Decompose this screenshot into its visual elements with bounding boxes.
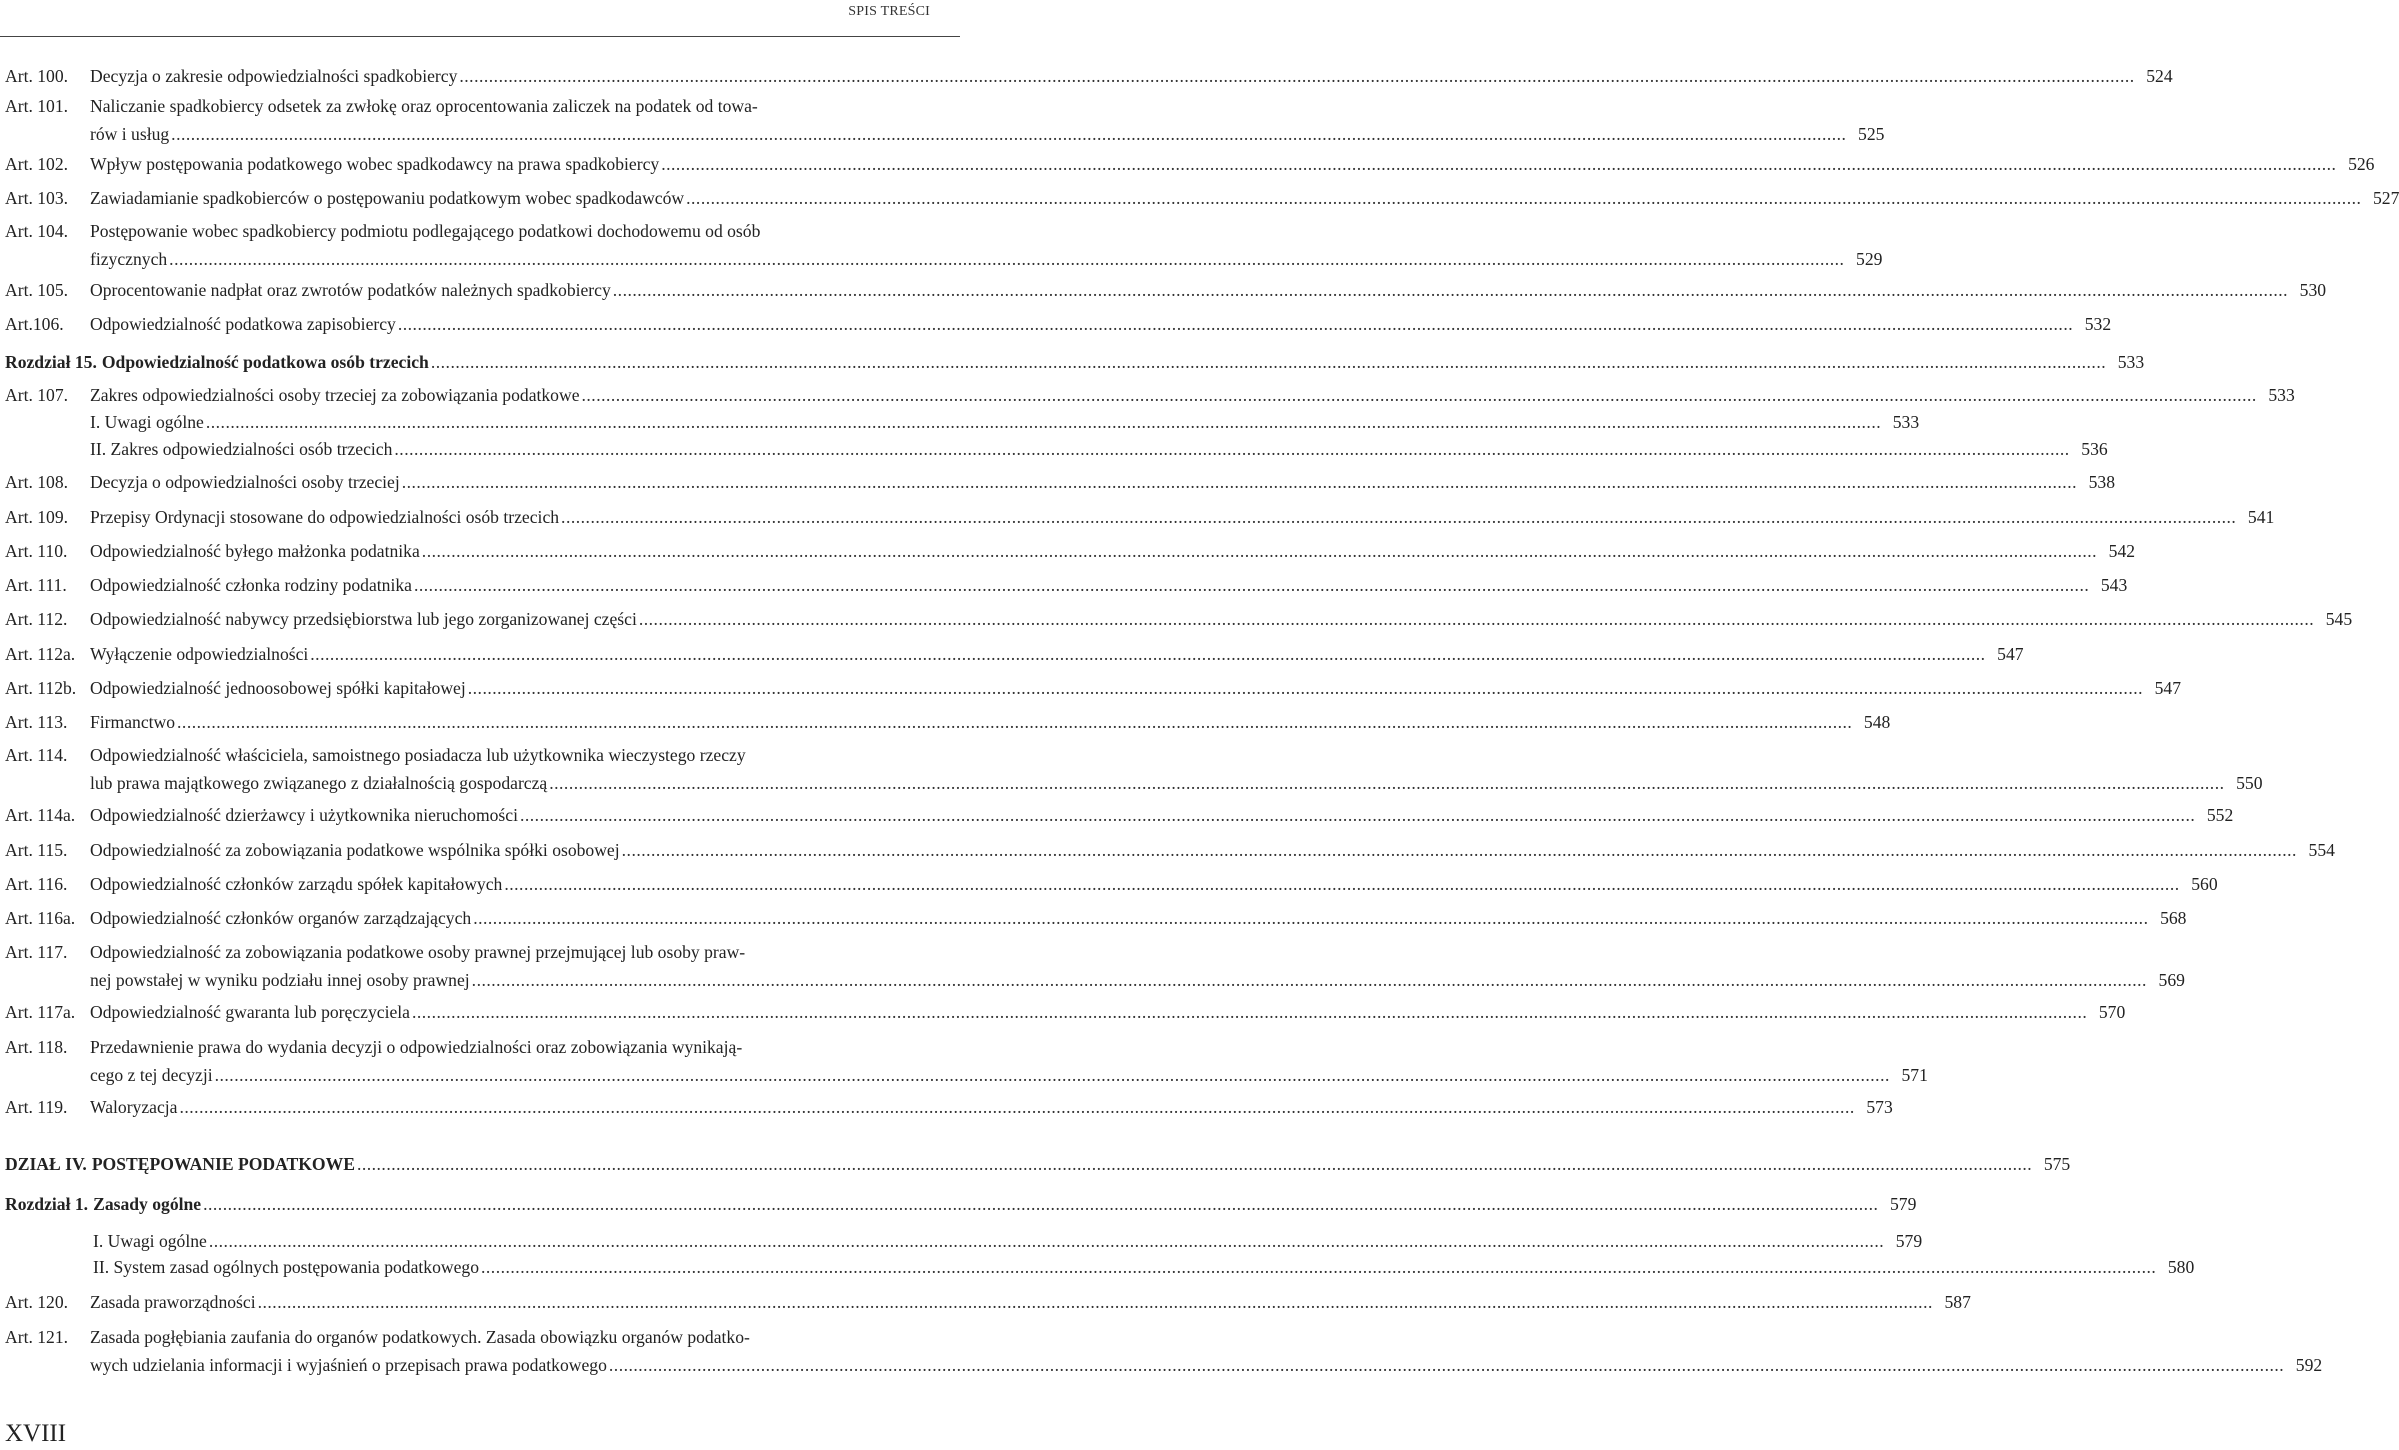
toc-entry[interactable] [5,674,2182,702]
toc-entry-label: Art. 100. [5,66,69,86]
toc-entry-label: Art. 112. [5,609,68,629]
toc-entry[interactable] [5,998,2126,1026]
toc-entry-title: nej powstałej w wyniku podziału innej osoby prawnej [90,970,470,990]
toc-entry-title: Waloryzacja [90,1097,178,1117]
toc-page-number: 541 [2247,507,2275,527]
toc-entry-title: lub prawa majątkowego związanego z działalnością gospodarczą [90,773,548,793]
toc-page-number: 529 [1856,249,1883,269]
toc-entry-title: Decyzja o zakresie odpowiedzialności spadkobiercy [90,66,458,86]
toc-entry[interactable] [5,904,2187,932]
toc-entry-label: Art. 110. [5,541,68,561]
toc-entry-label: Art.106. [5,314,64,334]
toc-entry-label: DZIAŁ IV. [5,1154,87,1174]
toc-entry[interactable] [5,640,2024,668]
toc-entry-label: Art. 120. [5,1292,69,1312]
toc-page-number: 524 [2146,66,2173,86]
toc-entry-label: Art. 104. [5,221,69,241]
page-number: XVIII [5,1420,67,1447]
toc-entry-title: Odpowiedzialność gwaranta lub poręczyciela [90,1002,410,1022]
toc-entry-label: Rozdział 1. [5,1194,89,1214]
toc-page-number: 526 [2348,154,2375,174]
toc-page-number: 575 [2043,1154,2071,1174]
dot-leader [171,120,1846,148]
dot-leader [209,1227,1884,1255]
toc-entry-title: Zasada praworządności [90,1292,256,1312]
toc-entry[interactable] [5,1033,1928,1089]
dot-leader [504,870,2179,898]
toc-entry-title: Odpowiedzialność byłego małżonka podatnika [90,541,420,561]
toc-entry[interactable] [5,435,2108,463]
toc-entry[interactable] [5,1288,1971,1316]
toc-page-number: 569 [2158,970,2185,990]
toc-page-number: 525 [1858,124,1885,144]
toc-entry-title: II. System zasad ogólnych postępowania podatkowego [93,1257,479,1277]
toc-entry[interactable] [5,92,1885,148]
dot-leader [520,801,2195,829]
toc-entry[interactable] [5,348,2145,376]
dot-leader [582,381,2257,409]
toc-entry-label: Art. 115. [5,840,68,860]
toc-entry[interactable] [5,184,2399,212]
toc-page-number: 533 [2117,352,2145,372]
toc-entry-title: cego z tej decyzji [90,1065,213,1085]
toc-entry-title: rów i usług [90,124,170,144]
toc-entry[interactable] [5,276,2327,304]
dot-leader [215,1061,1890,1089]
toc-entry-title: Przepisy Ordynacji stosowane do odpowiedzialności osób trzecich [90,507,560,527]
toc-entry[interactable] [5,708,1891,736]
toc-entry-label: Art. 111. [5,575,67,595]
toc-entry-title: Wyłączenie odpowiedzialności [90,644,309,664]
toc-page-number: 542 [2108,541,2136,561]
toc-page-number: 560 [2191,874,2218,894]
dot-leader [622,836,2297,864]
toc-page-number: 592 [2295,1355,2323,1375]
toc-entry-title: Odpowiedzialność członka rodziny podatnika [90,575,412,595]
toc-entry-title: Postępowanie wobec spadkobiercy podmiotu podlegającego podatkowi dochodowemu od osób [90,221,761,241]
toc-entry-title: Odpowiedzialność za zobowiązania podatkowe wspólnika spółki osobowej [90,840,620,860]
toc-entry-title: Naliczanie spadkobiercy odsetek za zwłokę oraz oprocentowania zaliczek na podatek od towa- [90,96,758,116]
toc-entry-label: Art. 103. [5,188,69,208]
toc-entry-label: Art. 102. [5,154,69,174]
toc-entry-label: Art. 117a. [5,1002,76,1022]
toc-entry[interactable] [5,836,2335,864]
toc-entry[interactable] [5,217,1883,273]
toc-entry[interactable] [5,1253,2195,1281]
toc-entry-title: Odpowiedzialność właściciela, samoistnego posiadacza lub użytkownika wieczystego rzeczy [90,745,746,765]
dot-leader [398,310,2073,338]
toc-entry-label: Art. 117. [5,942,68,962]
toc-entry-title: Oprocentowanie nadpłat oraz zwrotów podatków należnych spadkobiercy [90,280,611,300]
dot-leader [179,1093,1854,1121]
toc-entry[interactable] [5,150,2375,178]
toc-page-number: 587 [1944,1292,1971,1312]
dot-leader [468,674,2143,702]
toc-entry[interactable] [5,1190,1917,1218]
toc-page-number: 550 [2236,773,2263,793]
toc-entry-label: Art. 118. [5,1037,68,1057]
toc-page-number: 573 [1866,1097,1893,1117]
dot-leader [177,708,1852,736]
toc-entry-title: POSTĘPOWANIE PODATKOWE [91,1154,355,1174]
toc-entry-label: Art. 112a. [5,644,76,664]
toc-page-number: 552 [2206,805,2234,825]
toc-entry-label: Art. 101. [5,96,69,116]
toc-entry-title: I. Uwagi ogólne [90,412,204,432]
toc-entry-title: Odpowiedzialność za zobowiązania podatkowe osoby prawnej przejmującej lub osoby praw- [90,942,746,962]
toc-entry[interactable] [5,62,2173,90]
toc-entry-title: Odpowiedzialność dzierżawcy i użytkownika nieruchomości [90,805,518,825]
toc-entry-title: Decyzja o odpowiedzialności osoby trzeciej [90,472,400,492]
toc-page-number: 527 [2373,188,2399,208]
toc-entry[interactable] [5,1093,1893,1121]
toc-entry[interactable] [5,571,2128,599]
toc-entry[interactable] [5,310,2112,338]
toc-page-number: 536 [2081,439,2108,459]
toc-entry-title: Odpowiedzialność nabywcy przedsiębiorstwa lub jego zorganizowanej części [90,609,637,629]
toc-entry-title: Odpowiedzialność członków organów zarządzających [90,908,472,928]
toc-entry[interactable] [5,741,2263,797]
toc-entry-label: Art. 114. [5,745,68,765]
toc-entry-title: fizycznych [90,249,168,269]
toc-page-number: 579 [1895,1231,1923,1251]
dot-leader [414,571,2089,599]
toc-entry-label: Art. 121. [5,1327,69,1347]
toc-entry-label: Art. 116. [5,874,68,894]
toc-entry[interactable] [5,537,2136,565]
toc-entry-label: Art. 105. [5,280,69,300]
dot-leader [169,245,1844,273]
toc-entry[interactable] [5,605,2353,633]
toc-page-number: 545 [2325,609,2353,629]
dot-leader [206,408,1881,436]
toc-entry[interactable] [5,381,2295,409]
dot-leader [473,904,2148,932]
toc-entry-label: Rozdział 15. [5,352,97,372]
dot-leader [549,769,2224,797]
toc-entry-label: Art. 108. [5,472,69,492]
dot-leader [402,468,2077,496]
dot-leader [472,966,2147,994]
dot-leader [310,640,1985,668]
toc-page-number: 530 [2299,280,2327,300]
toc-page-number: 548 [1863,712,1891,732]
toc-page-number: 532 [2084,314,2112,334]
toc-page-number: 533 [2268,385,2295,405]
dot-leader [561,503,2236,531]
toc-page-number: 554 [2308,840,2335,860]
dot-leader [609,1351,2284,1379]
toc-entry[interactable] [5,870,2218,898]
toc-entry-title: Przedawnienie prawa do wydania decyzji o odpowiedzialności oraz zobowiązania wynikają- [90,1037,743,1057]
toc-entry-label: Art. 107. [5,385,69,405]
toc-entry-title: II. Zakres odpowiedzialności osób trzecich [90,439,393,459]
toc-entry-title: Zasada pogłębiania zaufania do organów podatkowych. Zasada obowiązku organów podatko- [90,1327,750,1347]
toc-page-number: 570 [2098,1002,2126,1022]
toc-entry[interactable] [5,801,2234,829]
dot-leader [481,1253,2156,1281]
toc-entry[interactable] [5,938,2185,994]
toc-page-number: 547 [1997,644,2024,664]
toc-entry-label: Art. 112b. [5,678,77,698]
toc-entry-title: Zakres odpowiedzialności osoby trzeciej za zobowiązania podatkowe [90,385,580,405]
header-rule [0,36,960,37]
toc-entry-label: Art. 119. [5,1097,68,1117]
dot-leader [686,184,2361,212]
toc-entry-title: I. Uwagi ogólne [93,1231,207,1251]
toc-page-number: 538 [2088,472,2115,492]
toc-entry[interactable] [5,408,1920,436]
toc-entry-title: Odpowiedzialność jednoosobowej spółki kapitałowej [90,678,466,698]
toc-entry[interactable] [5,1227,1923,1255]
dot-leader [639,605,2314,633]
dot-leader [357,1150,2032,1178]
toc-entry[interactable] [5,1323,2323,1379]
dot-leader [394,435,2069,463]
toc-entry-label: Art. 116a. [5,908,76,928]
toc-page-number: 568 [2160,908,2187,928]
toc-entry-title: Firmanctwo [90,712,176,732]
toc-entry-title: Wpływ postępowania podatkowego wobec spadkodawcy na prawa spadkobiercy [90,154,660,174]
dot-leader [422,537,2097,565]
dot-leader [613,276,2288,304]
dot-leader [203,1190,1878,1218]
toc-entry-label: Art. 113. [5,712,68,732]
toc-entry-title: wych udzielania informacji i wyjaśnień o przepisach prawa podatkowego [90,1355,607,1375]
toc-entry-title: Odpowiedzialność członków zarządu spółek kapitałowych [90,874,503,894]
toc-entry[interactable] [5,468,2115,496]
toc-entry[interactable] [5,1150,2071,1178]
toc-entry-title: Odpowiedzialność podatkowa osób trzecich [101,352,429,372]
toc-page-number: 579 [1889,1194,1917,1214]
toc-entry-title: Zawiadamianie spadkobierców o postępowaniu podatkowym wobec spadkodawców [90,188,685,208]
dot-leader [661,150,2336,178]
toc-page-number: 533 [1892,412,1920,432]
toc-entry-label: Art. 109. [5,507,69,527]
toc-page-number: 543 [2100,575,2128,595]
toc-entry-title: Odpowiedzialność podatkowa zapisobiercy [90,314,396,334]
toc-entry[interactable] [5,503,2275,531]
dot-leader [431,348,2106,376]
toc-page-number: 580 [2167,1257,2195,1277]
dot-leader [258,1288,1933,1316]
toc-entry-title: Zasady ogólne [93,1194,202,1214]
toc-page-number: 571 [1901,1065,1928,1085]
toc-page-number: 547 [2154,678,2182,698]
running-header: SPIS TREŚCI [848,4,930,19]
toc-entry-label: Art. 114a. [5,805,76,825]
dot-leader [459,62,2134,90]
dot-leader [412,998,2087,1026]
